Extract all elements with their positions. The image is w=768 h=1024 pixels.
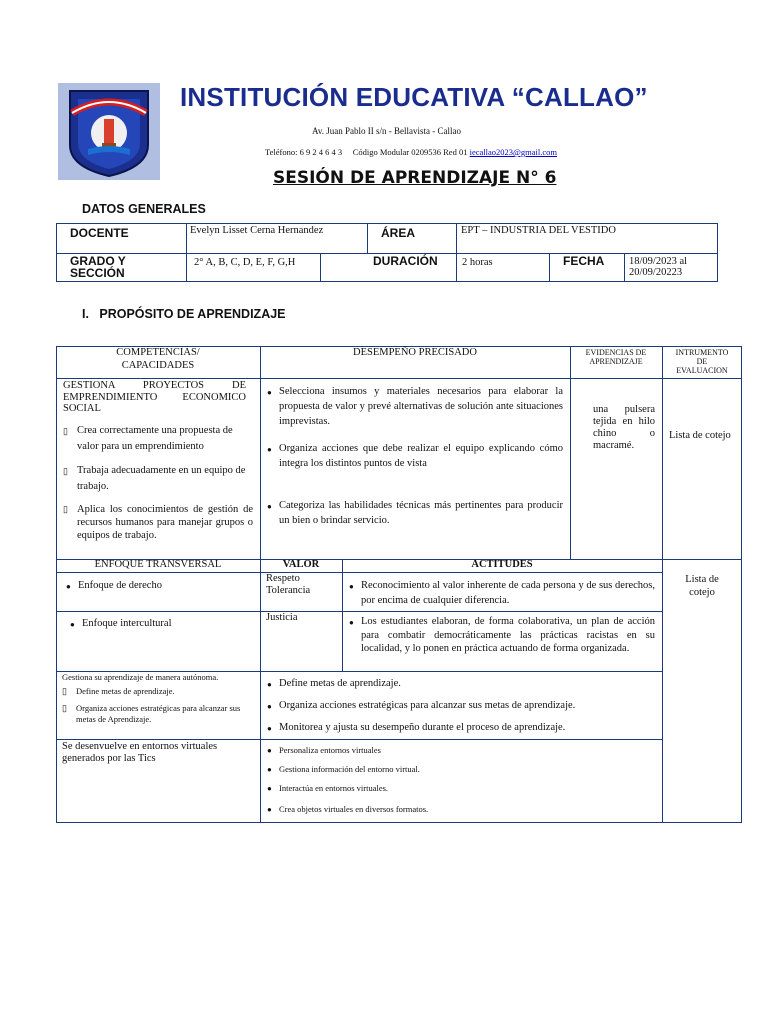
tics-desempenos: ● Personaliza entornos virtuales ● Gestiona información del entorno virtual. ● Interactúa en entornos virtuales. ● Crea objetos virtuales en diversos formatos.: [267, 745, 657, 814]
capacidades-list: [63, 423, 253, 542]
docente-value: Evelyn Lisset Cerna Hernandez: [190, 225, 324, 236]
area-label: ÁREA: [381, 226, 416, 240]
institution-address: Av. Juan Pablo II s/n - Bellavista - Callao: [312, 126, 461, 136]
fecha-value: 18/09/2023 al 20/09/20223: [629, 256, 688, 278]
enfoque-derecho: ● Enfoque de derecho: [66, 580, 256, 593]
contact-phone-code: Teléfono: 6 9 2 4 6 4 3 Código Modular 0209536 Red 01: [265, 147, 470, 157]
header-instrumento: INTRUMENTO DE EVALUACION: [675, 348, 729, 375]
area-value: EPT – INDUSTRIA DEL VESTIDO: [461, 225, 616, 236]
contact-email-link[interactable]: iecallao2023@gmail.com: [469, 147, 557, 157]
docente-label: DOCENTE: [70, 226, 129, 240]
header-competencias: COMPETENCIAS/ CAPACIDADES: [116, 347, 200, 371]
header-desempeno: DESEMPEÑO PRECISADO: [353, 347, 477, 358]
tics-title: Se desenvuelve en entornos virtuales generados por las Tics: [62, 741, 218, 764]
session-title: SESIÓN DE APRENDIZAJE N° 6: [273, 168, 557, 188]
school-logo: [58, 83, 160, 180]
institution-contact: [265, 147, 557, 157]
instrumento-text: Lista de cotejo: [669, 430, 731, 441]
valor-respeto-tolerancia: Respeto Tolerancia: [266, 573, 311, 596]
gestiona-desempenos: ● Define metas de aprendizaje. ● Organiza acciones estratégicas para alcanzar sus metas de aprendizaje. ● Monitorea y ajusta su desempeño durante el proceso de aprendizaje.: [267, 678, 657, 734]
header-valor: VALOR: [282, 559, 320, 570]
instrumento-lista-cotejo: Lista de cotejo: [685, 574, 719, 598]
header-actitudes: ACTITUDES: [471, 559, 533, 570]
header-enfoque: ENFOQUE TRANSVERSAL: [94, 559, 222, 570]
actitud-1: ● Reconocimiento al valor inherente de cada persona y de sus derechos, por encima de cualquier diferencia.: [349, 578, 655, 608]
duracion-value: 2 horas: [462, 257, 493, 268]
gestiona-title: Gestiona su aprendizaje de manera autónoma.: [62, 672, 219, 682]
desempeno-item: ● Categoriza las habilidades técnicas más pertinentes para producir un bien o brindar servicio.: [267, 498, 563, 528]
duracion-label: DURACIÓN: [373, 254, 438, 268]
datos-generales-heading: DATOS GENERALES: [82, 202, 206, 216]
capacidad-item: ▯ Trabaja adecuadamente en un equipo de trabajo.: [63, 463, 253, 495]
desempeno-item: ● Selecciona insumos y materiales necesarios para elaborar la propuesta de valor y prevé alternativas de solución ante situaciones imprevistas.: [267, 384, 563, 429]
desempeno-item: ● Organiza acciones que debe realizar el equipo explicando cómo integra los distintos puntos de vista: [267, 441, 563, 471]
header-evidencias: EVIDENCIAS DE APRENDIZAJE: [585, 348, 647, 366]
institution-title: INSTITUCIÓN EDUCATIVA “CALLAO”: [180, 82, 648, 112]
capacidad-item: ▯ Aplica los conocimientos de gestión de recursos humanos para manejar grupos o equipos de trabajo.: [63, 503, 253, 542]
valor-justicia: Justicia: [266, 612, 298, 623]
competencia-title: GESTIONA PROYECTOS DE EMPRENDIMIENTO ECONOMICO SOCIAL: [63, 380, 246, 414]
evidencia-text: una pulsera tejida en hilo chino o macramé.: [593, 404, 655, 451]
desempenos-list: [267, 384, 563, 528]
proposito-heading: I. PROPÓSITO DE APRENDIZAJE: [82, 307, 286, 321]
grado-value: 2° A, B, C, D, E, F, G,H: [194, 257, 296, 268]
actitud-2: ● Los estudiantes elaboran, de forma colaborativa, un plan de acción para combatir democráticamente las prácticas racistas en su localidad, y lo ponen en práctica actuando de forma organizada.: [349, 615, 655, 656]
capacidad-item: ▯ Crea correctamente una propuesta de valor para un emprendimiento: [63, 423, 253, 455]
grado-label: GRADO Y SECCIÓN: [70, 254, 126, 280]
fecha-label: FECHA: [563, 254, 605, 268]
enfoque-intercultural: ● Enfoque intercultural: [70, 618, 256, 631]
gestiona-items: ▯ Define metas de aprendizaje. ▯ Organiza acciones estratégicas para alcanzar sus metas de Aprendizaje.: [62, 686, 258, 725]
